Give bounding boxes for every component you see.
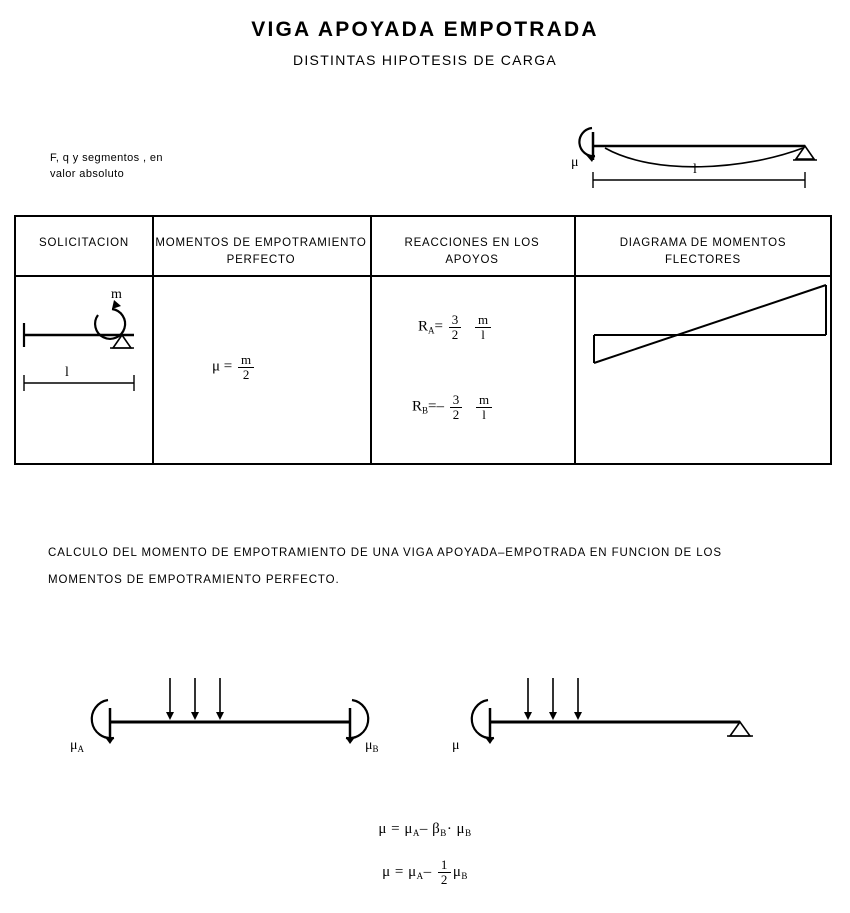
main-table <box>14 215 832 465</box>
formula-rb-symbol: R <box>412 398 423 415</box>
page-title: VIGA APOYADA EMPOTRADA <box>251 18 599 41</box>
equation-2-text <box>382 857 468 887</box>
column-header-reacciones-line2: APOYOS <box>445 254 499 266</box>
formula-ra-coef-den: 2 <box>451 326 459 342</box>
fixed-pinned-beam-sketch <box>450 660 790 790</box>
mu-a-label <box>70 738 84 754</box>
eq1-sub3: B <box>465 828 472 838</box>
eq2-fraction <box>438 858 451 886</box>
top-beam-sketch <box>565 118 835 206</box>
formula-ra-coef-num: 3 <box>449 313 462 328</box>
formula-ra-ratio-den: l <box>481 326 485 342</box>
eq1-dot: · μ <box>446 821 466 837</box>
fixed-fixed-beam-sketch <box>60 660 400 790</box>
explanatory-text <box>48 540 808 594</box>
eq2-prefix: μ = μ <box>382 863 417 880</box>
formula-mu <box>212 353 256 381</box>
formula-mu-denominator: 2 <box>242 366 250 382</box>
mu-label: μ <box>452 738 460 753</box>
formula-rb-eq: =– <box>428 398 444 415</box>
note-line-2: valor absoluto <box>50 168 125 180</box>
eq1-sub2: B <box>440 828 447 838</box>
column-header-diagrama <box>574 235 832 269</box>
formula-ra-ratio-num: m <box>475 313 491 328</box>
formula-mu-fraction <box>238 353 254 381</box>
mu-a-subscript: A <box>77 744 85 754</box>
top-sketch-moment-label: μ <box>571 155 579 170</box>
mu-b-label <box>365 738 379 754</box>
eq2-sub2: B <box>461 870 468 881</box>
column-header-reacciones <box>370 235 574 269</box>
eq2-suffix: μ <box>452 863 462 880</box>
top-sketch-span-label: l <box>693 162 697 177</box>
column-header-solicitacion <box>16 235 152 252</box>
formula-ra-ratio <box>475 313 491 341</box>
formula-rb-coef-den: 2 <box>452 406 460 422</box>
formula-rb-ratio <box>476 393 492 421</box>
eq1-prefix: μ = μ <box>378 821 413 837</box>
formula-ra-subscript: A <box>428 325 435 336</box>
column-header-momentos-line2: PERFECTO <box>226 254 296 266</box>
column-header-diagrama-line1: DIAGRAMA DE MOMENTOS <box>619 237 787 249</box>
eq2-minus: – <box>423 863 432 880</box>
formula-rb <box>412 393 494 421</box>
formula-rb-ratio-den: l <box>482 406 486 422</box>
mu-a-symbol: μ <box>70 738 78 753</box>
column-header-momentos <box>152 235 370 269</box>
mu-b-symbol: μ <box>365 738 373 753</box>
cell-momento-empotramiento <box>152 275 370 465</box>
cell-diagrama-momentos <box>574 275 832 465</box>
eq2-denominator: 2 <box>440 871 448 887</box>
cell-reacciones <box>370 275 574 465</box>
eq1-sub1: A <box>412 828 420 838</box>
eq2-numerator: 1 <box>438 858 451 873</box>
column-header-momentos-line1: MOMENTOS DE EMPOTRAMIENTO <box>155 237 367 249</box>
eq1-mid: – β <box>419 821 441 837</box>
formula-ra-eq: = <box>434 318 443 335</box>
solicitacion-span-label: l <box>65 365 69 380</box>
mu-b-subscript: B <box>372 744 379 754</box>
eq2-sub1: A <box>416 870 424 881</box>
page-subtitle: DISTINTAS HIPOTESIS DE CARGA <box>292 52 558 68</box>
column-header-solicitacion-line1: SOLICITACION <box>39 237 129 249</box>
explanatory-text-line-1: CALCULO DEL MOMENTO DE EMPOTRAMIENTO DE UNA VIGA APOYADA–EMPOTRADA EN FUNCION DE LOS <box>48 547 722 559</box>
column-header-diagrama-line2: FLECTORES <box>664 254 741 266</box>
formula-rb-coef-num: 3 <box>450 393 463 408</box>
equation-1 <box>0 820 850 838</box>
equation-1-text <box>378 821 471 837</box>
formula-mu-numerator: m <box>238 353 254 368</box>
formula-ra-symbol: R <box>418 318 429 335</box>
note-block <box>50 150 163 182</box>
formula-rb-ratio-num: m <box>476 393 492 408</box>
explanatory-text-line-2: MOMENTOS DE EMPOTRAMIENTO PERFECTO. <box>48 574 340 586</box>
formula-rb-coefficient <box>450 393 463 421</box>
note-line-1: F, q y segmentos , en <box>50 152 163 164</box>
formula-ra <box>418 313 493 341</box>
cell-solicitacion <box>16 275 152 465</box>
formula-mu-lhs: μ = <box>212 358 233 375</box>
formula-rb-subscript: B <box>422 405 429 416</box>
formula-ra-coefficient <box>449 313 462 341</box>
column-header-reacciones-line1: REACCIONES EN LOS <box>404 237 540 249</box>
solicitacion-moment-label: m <box>111 287 122 302</box>
equation-2 <box>0 858 850 886</box>
